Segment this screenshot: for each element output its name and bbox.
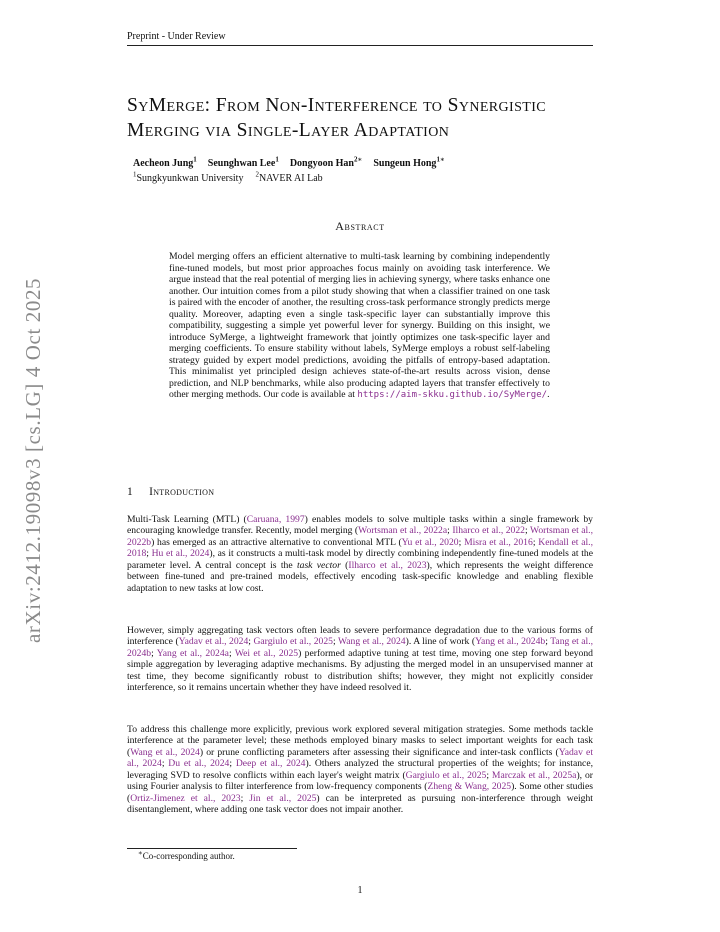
citation-link[interactable]: Deep et al., 2024: [235, 758, 306, 770]
abstract-body: [169, 251, 550, 402]
citation-link[interactable]: Yu et al., 2020: [401, 536, 459, 548]
citation-link[interactable]: Du et al., 2024: [168, 758, 230, 770]
citation-link[interactable]: Yadav et al., 2024: [127, 746, 593, 770]
code-link[interactable]: https://aim-skku.github.io/SyMerge/: [357, 390, 548, 400]
citation-link[interactable]: Wortsman et al., 2022b: [127, 525, 593, 548]
affiliation: $^2$NAVER AI Lab: [255, 170, 323, 184]
citation-link[interactable]: Zheng & Wang, 2025: [427, 781, 512, 793]
citation-link[interactable]: Yang et al., 2024b: [475, 636, 546, 648]
citation-link[interactable]: Gargiulo et al., 2025: [405, 769, 487, 781]
citation-link[interactable]: Ilharco et al., 2022: [452, 525, 525, 537]
citation-link[interactable]: Misra et al., 2016: [464, 536, 533, 548]
citation-link[interactable]: Wortsman et al., 2022a: [358, 525, 448, 537]
citation-link[interactable]: Marczak et al., 2025a: [491, 769, 577, 781]
arxiv-stamp[interactable]: arXiv:2412.19098v3 [cs.LG] 4 Oct 2025: [21, 277, 45, 643]
citation-link[interactable]: Yang et al., 2024a: [156, 647, 229, 659]
page-number: 1: [357, 885, 363, 896]
intro-paragraph-1: Multi-Task Learning (MTL) (Caruana, 1997) enables models to solve multiple tasks within a single framework by encouraging knowledge transfer. Recently, model merging (Wortsman et al., 2022a; Ilharco et al., 2022; Wortsman et al., 2022b) has emerged as an attractive alternative to conventional MTL (Yu et al., 2020; Misra et al., 2016; Kendall et al., 2018; Hu et al., 2024), as it constructs a multi-task model by directly combining independently fine-tuned models at the parameter level. A central concept is the task vector (Ilharco et al., 2023), which represents the weight difference between fine-tuned and pre-trained models, effectively encoding task-specific knowledge and enabling flexible adaptation to new tasks at low cost.: [127, 514, 594, 594]
footnote-rule: [127, 848, 297, 849]
author-list: [133, 155, 445, 169]
citation-link[interactable]: Tang et al., 2024b: [127, 636, 594, 659]
affiliation-mark: 1: [133, 170, 137, 179]
intro-paragraph-3: To address this challenge more explicitly, previous work explored several mitigation strategies. Some methods tackle interference at the parameter level; these methods employed binary masks to select important weights for each task (Wang et al., 2024) or prune conflicting parameters after assessing their significance and inter-task conflicts (Yadav et al., 2024; Du et al., 2024; Deep et al., 2024). Others analyzed the structural properties of the weights; for instance, leveraging SVD to resolve conflicts within each layer's weight matrix (Gargiulo et al., 2025; Marczak et al., 2025a), or using Fourier analysis to filter interference from low-frequency components (Zheng & Wang, 2025). Some other studies (Ortiz-Jimenez et al., 2023; Jin et al., 2025) can be interpreted as pursuing non-interference through weight disentanglement, where adding one task vector does not impair another.: [127, 724, 593, 816]
footnote-mark: ∗: [138, 849, 143, 857]
emphasis-term: task vector: [296, 559, 341, 571]
author-affiliation-mark: 1: [275, 155, 279, 164]
author-name: Aecheon Jung$^1$: [133, 155, 197, 169]
citation-link[interactable]: Kendall et al., 2018: [127, 536, 593, 560]
section-heading: [127, 486, 214, 498]
citation-link[interactable]: Gargiulo et al., 2025: [253, 636, 333, 648]
affiliation-list: [133, 170, 323, 184]
abstract-text: Model merging offers an efficient alternative to multi-task learning by combining independently fine-tuned models, but most prior approaches focus mainly on avoiding task interference. We argue instead that the real potential of merging lies in achieving synergy, where tasks enhance one another. Our intuition comes from a pilot study showing that when a classifier trained on one task is paired with the encoder of another, the resulting cross-task performance strongly predicts merge quality. Moreover, adapting even a single task-specific layer can substantially improve this compatibility, suggesting a simple yet powerful lever for synergy. Building on this insight, we introduce SyMerge, a lightweight framework that jointly optimizes one task-specific layer and merging coefficients. To ensure stability without labels, SyMerge employs a robust self-labeling strategy guided by expert model predictions, avoiding the pitfalls of entropy-based adaptation. This minimalist yet principled design achieves state-of-the-art results across vision, dense prediction, and NLP benchmarks, while also producing adapted layers that transfer effectively to other merging methods. Our code is available at: [169, 251, 550, 400]
citation-link[interactable]: Wang et al., 2024: [337, 636, 406, 648]
citation-link[interactable]: Wei et al., 2025: [234, 647, 299, 659]
footnote: [138, 851, 235, 861]
section-title: Introduction: [149, 486, 215, 498]
running-head: Preprint - Under Review: [127, 31, 226, 42]
footnote-text: Co-corresponding author.: [142, 851, 235, 861]
abstract-heading: Abstract: [335, 219, 385, 233]
author-name: Dongyoon Han$^{2∗}$: [289, 155, 363, 169]
citation-link[interactable]: Hu et al., 2024: [151, 548, 210, 560]
citation-link[interactable]: Ilharco et al., 2023: [348, 559, 427, 571]
intro-paragraph-2: However, simply aggregating task vectors often leads to severe performance degradation due to the various forms of interference (Yadav et al., 2024; Gargiulo et al., 2025; Wang et al., 2024). A line of work (Yang et al., 2024b; Tang et al., 2024b; Yang et al., 2024a; Wei et al., 2025) performed adaptive tuning at test time, moving one step forward beyond simple aggregation by leveraging adaptive mechanisms. By adjusting the merged model in an unsupervised manner at test time, they become significantly robust to distribution shifts; however, they might not explicitly consider interference, so it remains uncertain whether they have indeed resolved it.: [127, 625, 594, 694]
citation-link[interactable]: Ortiz-Jimenez et al., 2023: [130, 792, 241, 804]
author-name: Seunghwan Lee$^1$: [207, 155, 279, 169]
citation-link[interactable]: Caruana, 1997: [246, 514, 305, 525]
affiliation-mark: 2: [255, 170, 259, 179]
citation-link[interactable]: Jin et al., 2025: [249, 792, 317, 804]
author-name: Sungeun Hong$^{1∗}$: [373, 155, 445, 169]
section-number: 1: [127, 486, 134, 498]
author-affiliation-mark: 2∗: [354, 155, 363, 164]
affiliation: $^1$Sungkyunkwan University: [133, 170, 244, 184]
paper-title: SyMerge: From Non-Interference to Synergistic Merging via Single-Layer Adaptation: [127, 95, 547, 141]
author-affiliation-mark: 1: [193, 155, 197, 164]
citation-link[interactable]: Yadav et al., 2024: [178, 636, 249, 648]
author-affiliation-mark: 1∗: [436, 155, 445, 164]
citation-link[interactable]: Wang et al., 2024: [130, 746, 200, 758]
abstract-end: .: [547, 389, 550, 400]
header-rule: [127, 45, 593, 46]
